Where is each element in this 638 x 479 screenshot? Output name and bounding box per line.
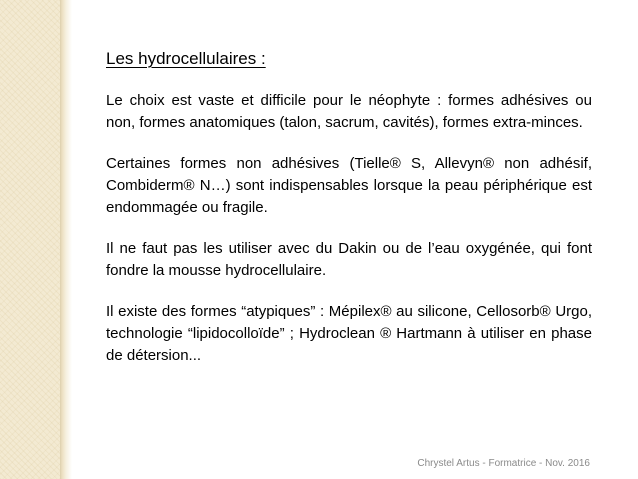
- decorative-band-edge: [60, 0, 72, 479]
- slide-title: Les hydrocellulaires :: [106, 49, 266, 68]
- paragraph-atypical: Il existe des formes “atypiques” : Mépilex® au silicone, Cellosorb® Urgo, technologie “lipidocolloïde” ; Hydroclean ® Hartmann à utiliser en phase de détersion...: [106, 303, 592, 364]
- paragraph-choice: Le choix est vaste et difficile pour le néophyte : formes adhésives ou non, formes anatomiques (talon, sacrum, cavités), formes extra-minces.: [106, 92, 592, 131]
- paragraph-warning: Il ne faut pas les utiliser avec du Dakin ou de l’eau oxygénée, qui font fondre la mousse hydrocellulaire.: [106, 240, 592, 279]
- slide-content: [106, 48, 592, 367]
- slide-footer: Chrystel Artus - Formatrice - Nov. 2016: [417, 458, 590, 469]
- decorative-left-band: [0, 0, 60, 479]
- paragraph-non-adhesive: Certaines formes non adhésives (Tielle® S, Allevyn® non adhésif, Combiderm® N…) sont indispensables lorsque la peau périphérique est endommagée ou fragile.: [106, 155, 592, 216]
